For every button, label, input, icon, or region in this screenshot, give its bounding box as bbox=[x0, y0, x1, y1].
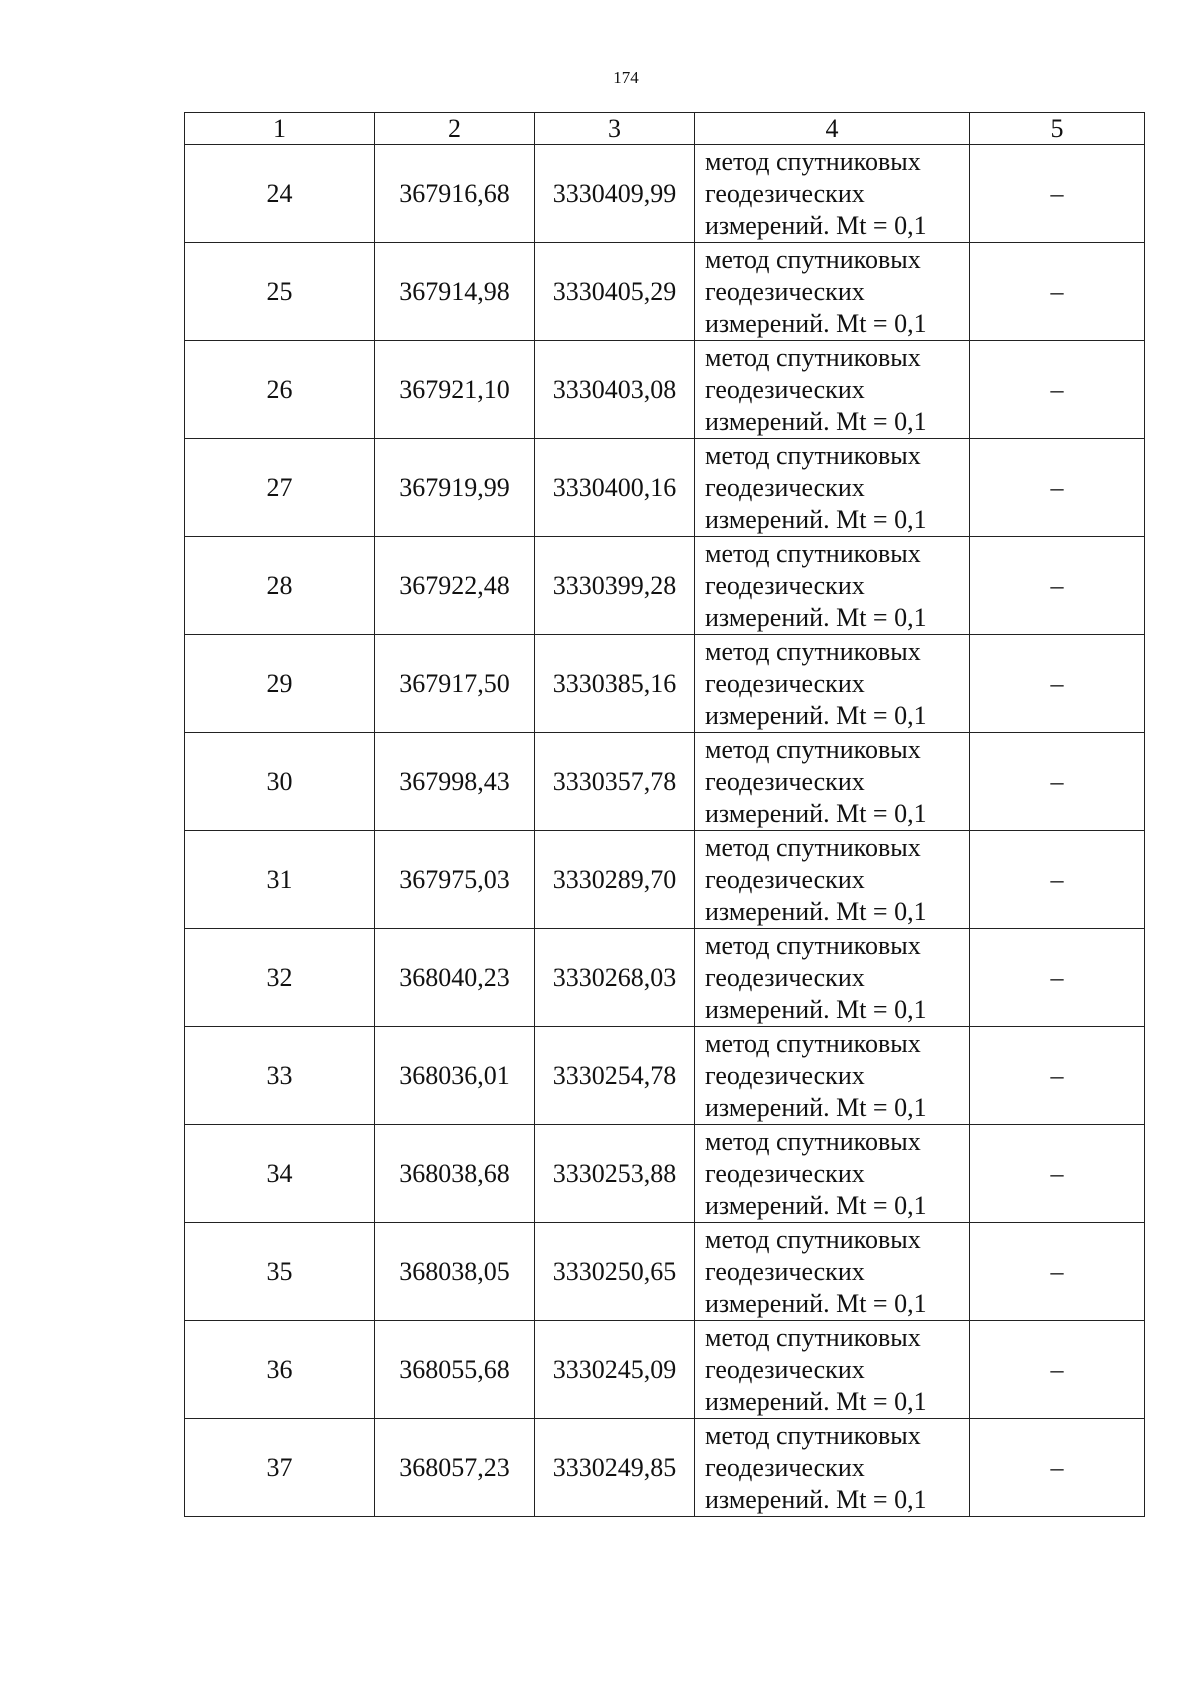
method-cell bbox=[695, 1223, 970, 1321]
x-coordinate-cell: 368057,23 bbox=[375, 1419, 535, 1517]
y-coordinate-cell: 3330409,99 bbox=[535, 145, 695, 243]
method-line: геодезических bbox=[705, 570, 865, 600]
method-line: геодезических bbox=[705, 374, 865, 404]
table-row bbox=[185, 537, 1145, 635]
column-header-2: 2 bbox=[375, 113, 535, 145]
note-cell: – bbox=[970, 733, 1145, 831]
y-coordinate-cell: 3330245,09 bbox=[535, 1321, 695, 1419]
point-number-cell: 36 bbox=[185, 1321, 375, 1419]
y-coordinate-cell: 3330399,28 bbox=[535, 537, 695, 635]
method-cell bbox=[695, 929, 970, 1027]
method-cell bbox=[695, 1419, 970, 1517]
note-cell: – bbox=[970, 929, 1145, 1027]
y-coordinate-cell: 3330403,08 bbox=[535, 341, 695, 439]
method-line: измерений. Mt = 0,1 bbox=[705, 1190, 927, 1220]
y-coordinate-cell: 3330253,88 bbox=[535, 1125, 695, 1223]
table-row bbox=[185, 1125, 1145, 1223]
point-number-cell: 30 bbox=[185, 733, 375, 831]
y-coordinate-cell: 3330400,16 bbox=[535, 439, 695, 537]
method-line: метод спутниковых bbox=[705, 146, 921, 176]
point-number-cell: 29 bbox=[185, 635, 375, 733]
method-cell bbox=[695, 831, 970, 929]
method-line: метод спутниковых bbox=[705, 930, 921, 960]
method-line: метод спутниковых bbox=[705, 1224, 921, 1254]
note-cell: – bbox=[970, 1125, 1145, 1223]
table-row bbox=[185, 439, 1145, 537]
note-cell: – bbox=[970, 243, 1145, 341]
table-row bbox=[185, 341, 1145, 439]
method-line: измерений. Mt = 0,1 bbox=[705, 308, 927, 338]
method-cell bbox=[695, 439, 970, 537]
note-cell: – bbox=[970, 145, 1145, 243]
table-row bbox=[185, 733, 1145, 831]
y-coordinate-cell: 3330405,29 bbox=[535, 243, 695, 341]
note-cell: – bbox=[970, 635, 1145, 733]
y-coordinate-cell: 3330250,65 bbox=[535, 1223, 695, 1321]
method-cell bbox=[695, 537, 970, 635]
method-cell bbox=[695, 341, 970, 439]
point-number-cell: 37 bbox=[185, 1419, 375, 1517]
method-line: метод спутниковых bbox=[705, 1126, 921, 1156]
method-line: измерений. Mt = 0,1 bbox=[705, 1386, 927, 1416]
method-cell bbox=[695, 1125, 970, 1223]
method-line: метод спутниковых bbox=[705, 1028, 921, 1058]
method-line: геодезических bbox=[705, 472, 865, 502]
point-number-cell: 34 bbox=[185, 1125, 375, 1223]
method-line: метод спутниковых bbox=[705, 1322, 921, 1352]
x-coordinate-cell: 368036,01 bbox=[375, 1027, 535, 1125]
method-line: измерений. Mt = 0,1 bbox=[705, 896, 927, 926]
method-cell bbox=[695, 635, 970, 733]
method-line: измерений. Mt = 0,1 bbox=[705, 1288, 927, 1318]
method-line: геодезических bbox=[705, 766, 865, 796]
point-number-cell: 35 bbox=[185, 1223, 375, 1321]
table-row bbox=[185, 831, 1145, 929]
method-cell bbox=[695, 145, 970, 243]
table-body bbox=[185, 145, 1145, 1517]
coordinates-table bbox=[184, 112, 1145, 1517]
point-number-cell: 32 bbox=[185, 929, 375, 1027]
method-line: геодезических bbox=[705, 962, 865, 992]
table-row bbox=[185, 243, 1145, 341]
x-coordinate-cell: 367916,68 bbox=[375, 145, 535, 243]
page-number: 174 bbox=[613, 68, 639, 87]
method-line: геодезических bbox=[705, 1060, 865, 1090]
x-coordinate-cell: 368040,23 bbox=[375, 929, 535, 1027]
method-line: геодезических bbox=[705, 178, 865, 208]
x-coordinate-cell: 367922,48 bbox=[375, 537, 535, 635]
point-number-cell: 26 bbox=[185, 341, 375, 439]
note-cell: – bbox=[970, 1223, 1145, 1321]
method-line: измерений. Mt = 0,1 bbox=[705, 1092, 927, 1122]
method-line: измерений. Mt = 0,1 bbox=[705, 798, 927, 828]
x-coordinate-cell: 368055,68 bbox=[375, 1321, 535, 1419]
column-header-5: 5 bbox=[970, 113, 1145, 145]
method-line: геодезических bbox=[705, 668, 865, 698]
point-number-cell: 33 bbox=[185, 1027, 375, 1125]
method-line: измерений. Mt = 0,1 bbox=[705, 994, 927, 1024]
x-coordinate-cell: 368038,68 bbox=[375, 1125, 535, 1223]
column-header-3: 3 bbox=[535, 113, 695, 145]
y-coordinate-cell: 3330289,70 bbox=[535, 831, 695, 929]
method-line: измерений. Mt = 0,1 bbox=[705, 700, 927, 730]
method-line: метод спутниковых bbox=[705, 440, 921, 470]
method-line: геодезических bbox=[705, 864, 865, 894]
method-line: измерений. Mt = 0,1 bbox=[705, 602, 927, 632]
method-line: метод спутниковых bbox=[705, 734, 921, 764]
x-coordinate-cell: 367998,43 bbox=[375, 733, 535, 831]
method-line: измерений. Mt = 0,1 bbox=[705, 1484, 927, 1514]
y-coordinate-cell: 3330249,85 bbox=[535, 1419, 695, 1517]
point-number-cell: 31 bbox=[185, 831, 375, 929]
method-line: геодезических bbox=[705, 1354, 865, 1384]
y-coordinate-cell: 3330357,78 bbox=[535, 733, 695, 831]
y-coordinate-cell: 3330254,78 bbox=[535, 1027, 695, 1125]
table-row bbox=[185, 1419, 1145, 1517]
x-coordinate-cell: 367921,10 bbox=[375, 341, 535, 439]
x-coordinate-cell: 368038,05 bbox=[375, 1223, 535, 1321]
note-cell: – bbox=[970, 1321, 1145, 1419]
method-line: метод спутниковых bbox=[705, 342, 921, 372]
y-coordinate-cell: 3330268,03 bbox=[535, 929, 695, 1027]
point-number-cell: 24 bbox=[185, 145, 375, 243]
point-number-cell: 27 bbox=[185, 439, 375, 537]
note-cell: – bbox=[970, 537, 1145, 635]
method-line: метод спутниковых bbox=[705, 244, 921, 274]
method-line: измерений. Mt = 0,1 bbox=[705, 504, 927, 534]
method-line: геодезических bbox=[705, 1158, 865, 1188]
column-header-4: 4 bbox=[695, 113, 970, 145]
method-line: метод спутниковых bbox=[705, 636, 921, 666]
table-row bbox=[185, 145, 1145, 243]
x-coordinate-cell: 367914,98 bbox=[375, 243, 535, 341]
method-line: геодезических bbox=[705, 1256, 865, 1286]
table-row bbox=[185, 1321, 1145, 1419]
note-cell: – bbox=[970, 831, 1145, 929]
x-coordinate-cell: 367975,03 bbox=[375, 831, 535, 929]
method-cell bbox=[695, 733, 970, 831]
column-header-1: 1 bbox=[185, 113, 375, 145]
table-row bbox=[185, 635, 1145, 733]
note-cell: – bbox=[970, 1419, 1145, 1517]
y-coordinate-cell: 3330385,16 bbox=[535, 635, 695, 733]
point-number-cell: 28 bbox=[185, 537, 375, 635]
method-line: геодезических bbox=[705, 276, 865, 306]
table-row bbox=[185, 1223, 1145, 1321]
method-cell bbox=[695, 243, 970, 341]
method-line: измерений. Mt = 0,1 bbox=[705, 210, 927, 240]
table-header-row bbox=[185, 113, 1145, 145]
table-row bbox=[185, 929, 1145, 1027]
method-line: измерений. Mt = 0,1 bbox=[705, 406, 927, 436]
x-coordinate-cell: 367919,99 bbox=[375, 439, 535, 537]
note-cell: – bbox=[970, 341, 1145, 439]
note-cell: – bbox=[970, 439, 1145, 537]
method-line: метод спутниковых bbox=[705, 832, 921, 862]
note-cell: – bbox=[970, 1027, 1145, 1125]
method-line: метод спутниковых bbox=[705, 538, 921, 568]
point-number-cell: 25 bbox=[185, 243, 375, 341]
x-coordinate-cell: 367917,50 bbox=[375, 635, 535, 733]
method-cell bbox=[695, 1027, 970, 1125]
method-line: геодезических bbox=[705, 1452, 865, 1482]
table-row bbox=[185, 1027, 1145, 1125]
method-cell bbox=[695, 1321, 970, 1419]
method-line: метод спутниковых bbox=[705, 1420, 921, 1450]
